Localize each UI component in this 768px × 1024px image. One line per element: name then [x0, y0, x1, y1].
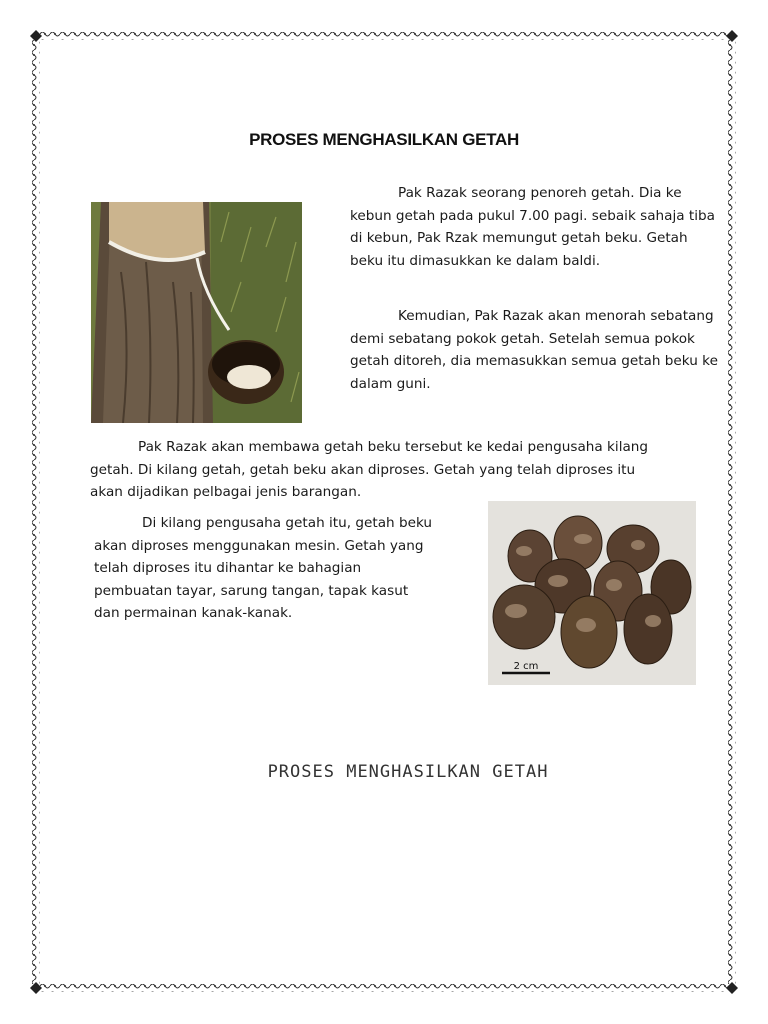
footer-caption: PROSES MENGHASILKAN GETAH — [267, 762, 549, 782]
rubber-seeds-photo — [488, 501, 696, 685]
seed-scale-label: 2 cm — [513, 661, 539, 672]
paragraph-1: Pak Razak seorang penoreh getah. Dia ke kebun getah pada pukul 7.00 pagi. sebaik sahaja tiba di kebun, Pak Rzak memungut getah beku. Getah beku itu dimasukkan ke dalam baldi. — [350, 185, 715, 269]
paragraph-3: Pak Razak akan membawa getah beku tersebut ke kedai pengusaha kilang getah. Di kilang getah, getah beku akan diproses. Getah yang telah diproses itu akan dijadikan pelbagai jenis barangan. — [90, 439, 649, 500]
paragraph-4: Di kilang pengusaha getah itu, getah beku akan diproses menggunakan mesin. Getah yang telah diproses itu dihantar ke bahagian pembuatan tayar, sarung tangan, tapak kasut dan permainan kanak-kanak. — [94, 515, 433, 621]
paragraph-2: Kemudian, Pak Razak akan menorah sebatang demi sebatang pokok getah. Setelah semua pokok getah ditoreh, dia memasukkan semua getah beku ke dalam guni. — [350, 308, 718, 392]
document-title: PROSES MENGHASILKAN GETAH — [249, 130, 519, 149]
rubber-tree-tapping-photo — [91, 202, 302, 423]
